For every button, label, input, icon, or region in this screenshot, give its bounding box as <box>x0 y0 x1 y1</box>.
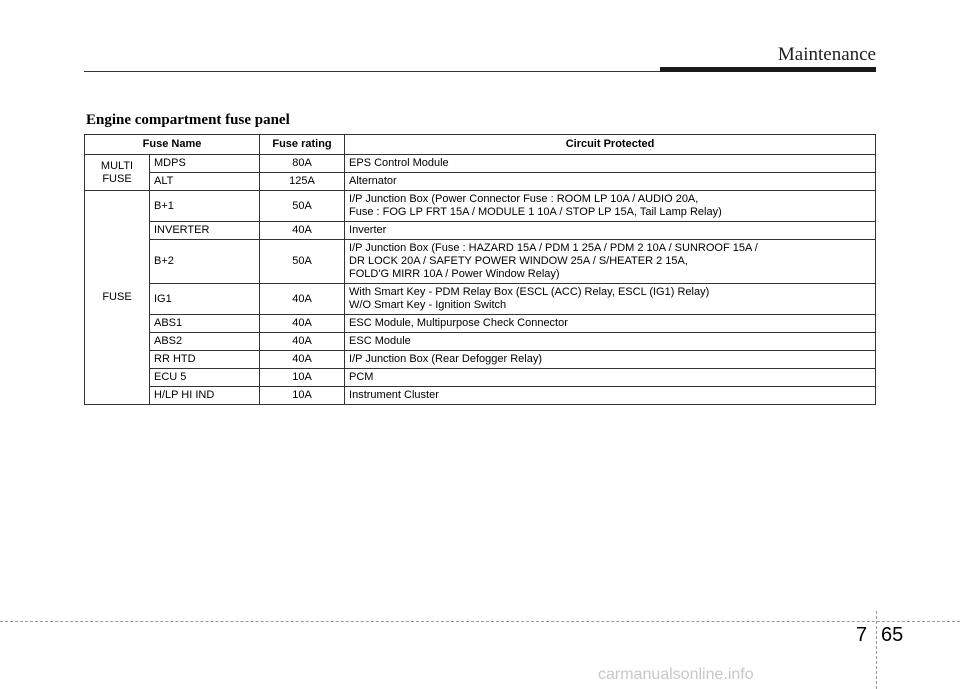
circuit-protected-cell <box>345 155 876 173</box>
fuse-rating-cell: 125A <box>260 173 345 191</box>
circuit-line: I/P Junction Box (Power Connector Fuse : ROOM LP 10A / AUDIO 20A, <box>349 193 699 205</box>
fuse-name-cell: RR HTD <box>150 351 260 369</box>
table-row <box>85 387 876 405</box>
fuse-rating-cell: 50A <box>260 191 345 222</box>
circuit-line: Inverter <box>349 224 387 236</box>
circuit-line: With Smart Key - PDM Relay Box (ESCL (ACC) Relay, ESCL (IG1) Relay) <box>349 286 710 298</box>
table-header-row <box>85 135 876 155</box>
fuse-rating-cell: 80A <box>260 155 345 173</box>
circuit-protected-cell <box>345 284 876 315</box>
fuse-rating-cell: 10A <box>260 387 345 405</box>
circuit-line: I/P Junction Box (Rear Defogger Relay) <box>349 353 543 365</box>
circuit-line: Alternator <box>349 175 397 187</box>
col-header-circuit-protected: Circuit Protected <box>345 135 876 155</box>
fuse-name-cell: ABS1 <box>150 315 260 333</box>
table-row <box>85 369 876 387</box>
circuit-line: DR LOCK 20A / SAFETY POWER WINDOW 25A / S/HEATER 2 15A, <box>349 255 688 267</box>
circuit-line: Fuse : FOG LP FRT 15A / MODULE 1 10A / STOP LP 15A, Tail Lamp Relay) <box>349 206 722 218</box>
circuit-line: W/O Smart Key - Ignition Switch <box>349 299 507 311</box>
col-header-fuse-rating: Fuse rating <box>260 135 345 155</box>
header-rule-thin <box>84 71 660 72</box>
fuse-table-body <box>85 155 876 405</box>
fuse-rating-cell: 40A <box>260 315 345 333</box>
fuse-rating-cell: 40A <box>260 351 345 369</box>
circuit-line: FOLD'G MIRR 10A / Power Window Relay) <box>349 268 560 280</box>
fuse-name-cell: IG1 <box>150 284 260 315</box>
fuse-name-cell: INVERTER <box>150 222 260 240</box>
table-row <box>85 351 876 369</box>
fuse-rating-cell: 40A <box>260 333 345 351</box>
circuit-line: Instrument Cluster <box>349 389 439 401</box>
page-number: 65 <box>881 624 904 646</box>
table-row <box>85 315 876 333</box>
fuse-name-cell: B+2 <box>150 240 260 284</box>
table-row <box>85 240 876 284</box>
section-title: Maintenance <box>777 44 876 65</box>
col-header-fuse-name: Fuse Name <box>85 135 260 155</box>
circuit-protected-cell <box>345 222 876 240</box>
fuse-rating-cell: 40A <box>260 284 345 315</box>
circuit-line: PCM <box>349 371 374 383</box>
header-rule-thick <box>660 67 876 72</box>
circuit-protected-cell <box>345 369 876 387</box>
page-divider-line <box>876 611 877 689</box>
circuit-line: I/P Junction Box (Fuse : HAZARD 15A / PDM 1 25A / PDM 2 10A / SUNROOF 15A / <box>349 242 758 254</box>
circuit-line: ESC Module <box>349 335 411 347</box>
circuit-protected-cell <box>345 240 876 284</box>
circuit-protected-cell <box>345 333 876 351</box>
table-row <box>85 284 876 315</box>
circuit-protected-cell <box>345 191 876 222</box>
circuit-protected-cell <box>345 173 876 191</box>
watermark: carmanualsonline.info <box>598 666 754 683</box>
table-row <box>85 222 876 240</box>
fuse-group-label: MULTI FUSE <box>85 155 150 191</box>
footer-dashed-line <box>0 621 960 622</box>
table-row <box>85 333 876 351</box>
table-row <box>85 173 876 191</box>
fuse-rating-cell: 40A <box>260 222 345 240</box>
fuse-rating-cell: 10A <box>260 369 345 387</box>
fuse-name-cell: ECU 5 <box>150 369 260 387</box>
table-row <box>85 155 876 173</box>
circuit-protected-cell <box>345 387 876 405</box>
fuse-rating-cell: 50A <box>260 240 345 284</box>
fuse-name-cell: ABS2 <box>150 333 260 351</box>
circuit-protected-cell <box>345 351 876 369</box>
fuse-name-cell: H/LP HI IND <box>150 387 260 405</box>
fuse-name-cell: ALT <box>150 173 260 191</box>
fuse-table <box>84 134 876 405</box>
circuit-protected-cell <box>345 315 876 333</box>
fuse-group-label: FUSE <box>85 191 150 405</box>
fuse-name-cell: MDPS <box>150 155 260 173</box>
circuit-line: ESC Module, Multipurpose Check Connector <box>349 317 568 329</box>
circuit-line: EPS Control Module <box>349 157 449 169</box>
panel-title: Engine compartment fuse panel <box>86 112 290 128</box>
fuse-name-cell: B+1 <box>150 191 260 222</box>
chapter-number: 7 <box>856 624 868 646</box>
table-row <box>85 191 876 222</box>
